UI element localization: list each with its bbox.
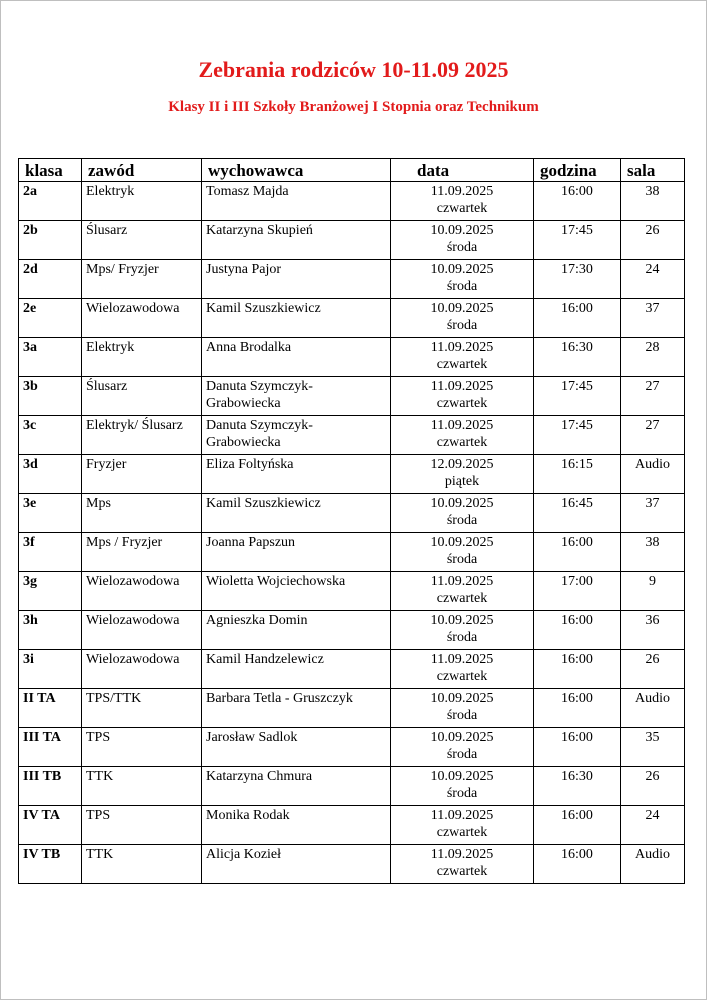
cell-zawod: TTK [82,845,202,884]
table-row [19,377,685,416]
cell-date: 10.09.2025 [430,691,494,706]
cell-weekday: środa [446,318,478,333]
cell-zawod: Elektryk/ Ślusarz [82,416,202,455]
cell-sala: 37 [621,494,685,533]
cell-weekday: środa [446,786,478,801]
cell-data [391,845,534,884]
cell-zawod: TPS [82,806,202,845]
cell-weekday: środa [446,279,478,294]
cell-godzina: 16:00 [534,806,621,845]
cell-weekday: czwartek [436,669,488,684]
cell-sala: 37 [621,299,685,338]
cell-godzina: 16:30 [534,338,621,377]
table-row [19,650,685,689]
cell-weekday: środa [446,708,478,723]
meeting-schedule-table [18,158,685,884]
cell-godzina: 16:00 [534,299,621,338]
cell-zawod: Mps [82,494,202,533]
cell-klasa: 3c [19,416,82,455]
header-klasa: klasa [19,159,82,182]
cell-godzina: 16:00 [534,182,621,221]
cell-sala: 38 [621,533,685,572]
cell-data [391,650,534,689]
cell-data [391,455,534,494]
cell-klasa: IV TB [19,845,82,884]
cell-klasa: 2e [19,299,82,338]
cell-godzina: 17:00 [534,572,621,611]
cell-wychowawca: Barbara Tetla - Gruszczyk [202,689,391,728]
cell-sala: 38 [621,182,685,221]
table-row [19,416,685,455]
cell-klasa: 3g [19,572,82,611]
cell-weekday: czwartek [436,201,488,216]
cell-sala: 26 [621,650,685,689]
header-zawod: zawód [82,159,202,182]
cell-sala: 9 [621,572,685,611]
cell-date: 10.09.2025 [430,223,494,238]
cell-sala: 35 [621,728,685,767]
cell-wychowawca: Kamil Szuszkiewicz [202,494,391,533]
cell-data [391,767,534,806]
cell-godzina: 16:00 [534,689,621,728]
cell-weekday: środa [446,552,478,567]
cell-sala: 36 [621,611,685,650]
table-row [19,221,685,260]
header-data: data [391,159,534,182]
cell-sala: 27 [621,377,685,416]
cell-wychowawca: Joanna Papszun [202,533,391,572]
cell-zawod: Mps/ Fryzjer [82,260,202,299]
cell-wychowawca: Tomasz Majda [202,182,391,221]
header-sala: sala [621,159,685,182]
cell-wychowawca: Agnieszka Domin [202,611,391,650]
cell-date: 11.09.2025 [430,340,494,355]
cell-date: 10.09.2025 [430,730,494,745]
cell-zawod: Wielozawodowa [82,299,202,338]
cell-wychowawca: Katarzyna Chmura [202,767,391,806]
cell-data [391,338,534,377]
cell-data [391,299,534,338]
cell-data [391,221,534,260]
cell-date: 11.09.2025 [430,184,494,199]
cell-zawod: Elektryk [82,182,202,221]
cell-wychowawca: Wioletta Wojciechowska [202,572,391,611]
table-row [19,845,685,884]
cell-zawod: Mps / Fryzjer [82,533,202,572]
page-subtitle: Klasy II i III Szkoły Branżowej I Stopnia oraz Technikum [168,99,539,115]
table-row [19,338,685,377]
cell-weekday: środa [446,513,478,528]
cell-godzina: 16:00 [534,728,621,767]
cell-wychowawca: Monika Rodak [202,806,391,845]
cell-sala: 28 [621,338,685,377]
cell-godzina: 16:00 [534,845,621,884]
cell-zawod: Wielozawodowa [82,650,202,689]
table-row [19,299,685,338]
table-row [19,806,685,845]
cell-wychowawca: Danuta Szymczyk-Grabowiecka [202,416,391,455]
header-wychowawca: wychowawca [202,159,391,182]
cell-date: 10.09.2025 [430,301,494,316]
cell-wychowawca: Danuta Szymczyk-Grabowiecka [202,377,391,416]
cell-wychowawca: Eliza Foltyńska [202,455,391,494]
cell-data [391,416,534,455]
cell-weekday: czwartek [436,591,488,606]
cell-klasa: 3f [19,533,82,572]
cell-date: 10.09.2025 [430,262,494,277]
table-row [19,494,685,533]
cell-godzina: 16:45 [534,494,621,533]
cell-date: 10.09.2025 [430,613,494,628]
cell-zawod: Ślusarz [82,221,202,260]
cell-weekday: czwartek [436,435,488,450]
cell-sala: 26 [621,767,685,806]
cell-klasa: 3h [19,611,82,650]
cell-weekday: środa [446,747,478,762]
cell-data [391,533,534,572]
cell-godzina: 16:00 [534,650,621,689]
cell-klasa: 3d [19,455,82,494]
cell-date: 11.09.2025 [430,574,494,589]
cell-data [391,260,534,299]
cell-date: 10.09.2025 [430,535,494,550]
table-row [19,767,685,806]
cell-date: 11.09.2025 [430,652,494,667]
cell-wychowawca: Anna Brodalka [202,338,391,377]
cell-date: 10.09.2025 [430,496,494,511]
cell-sala: Audio [621,689,685,728]
cell-wychowawca: Justyna Pajor [202,260,391,299]
cell-godzina: 16:15 [534,455,621,494]
table-row [19,533,685,572]
cell-klasa: III TA [19,728,82,767]
cell-data [391,494,534,533]
cell-zawod: Wielozawodowa [82,572,202,611]
cell-godzina: 16:00 [534,533,621,572]
cell-data [391,689,534,728]
cell-weekday: środa [446,240,478,255]
cell-data [391,611,534,650]
cell-zawod: TPS [82,728,202,767]
cell-wychowawca: Kamil Szuszkiewicz [202,299,391,338]
table-row [19,728,685,767]
table-row [19,611,685,650]
table-row [19,260,685,299]
cell-weekday: czwartek [436,357,488,372]
cell-klasa: 3e [19,494,82,533]
table-row [19,182,685,221]
cell-date: 11.09.2025 [430,379,494,394]
cell-godzina: 16:30 [534,767,621,806]
cell-data [391,377,534,416]
cell-weekday: czwartek [436,825,488,840]
cell-zawod: Ślusarz [82,377,202,416]
cell-wychowawca: Kamil Handzelewicz [202,650,391,689]
cell-data [391,572,534,611]
cell-sala: 24 [621,806,685,845]
cell-sala: Audio [621,845,685,884]
cell-sala: Audio [621,455,685,494]
cell-weekday: czwartek [436,396,488,411]
header-godzina: godzina [534,159,621,182]
cell-date: 11.09.2025 [430,808,494,823]
cell-date: 12.09.2025 [430,457,494,472]
cell-godzina: 16:00 [534,611,621,650]
cell-wychowawca: Katarzyna Skupień [202,221,391,260]
cell-sala: 27 [621,416,685,455]
cell-date: 11.09.2025 [430,418,494,433]
cell-zawod: TPS/TTK [82,689,202,728]
table-row [19,572,685,611]
cell-weekday: środa [446,630,478,645]
cell-sala: 26 [621,221,685,260]
cell-klasa: 3i [19,650,82,689]
table-body [19,182,685,884]
table-row [19,455,685,494]
cell-date: 11.09.2025 [430,847,494,862]
cell-klasa: 2d [19,260,82,299]
cell-godzina: 17:45 [534,377,621,416]
page-title: Zebrania rodziców 10-11.09 2025 [198,57,509,82]
cell-wychowawca: Jarosław Sadlok [202,728,391,767]
cell-zawod: TTK [82,767,202,806]
cell-sala: 24 [621,260,685,299]
cell-klasa: II TA [19,689,82,728]
cell-klasa: 2b [19,221,82,260]
cell-zawod: Elektryk [82,338,202,377]
cell-data [391,806,534,845]
cell-godzina: 17:45 [534,221,621,260]
cell-date: 10.09.2025 [430,769,494,784]
cell-klasa: 3a [19,338,82,377]
table-header-row [19,159,685,182]
cell-klasa: IV TA [19,806,82,845]
cell-klasa: III TB [19,767,82,806]
table-row [19,689,685,728]
cell-klasa: 3b [19,377,82,416]
cell-data [391,728,534,767]
cell-data [391,182,534,221]
cell-godzina: 17:45 [534,416,621,455]
cell-klasa: 2a [19,182,82,221]
cell-wychowawca: Alicja Kozieł [202,845,391,884]
cell-godzina: 17:30 [534,260,621,299]
cell-zawod: Fryzjer [82,455,202,494]
cell-weekday: piątek [444,474,480,489]
cell-weekday: czwartek [436,864,488,879]
cell-zawod: Wielozawodowa [82,611,202,650]
